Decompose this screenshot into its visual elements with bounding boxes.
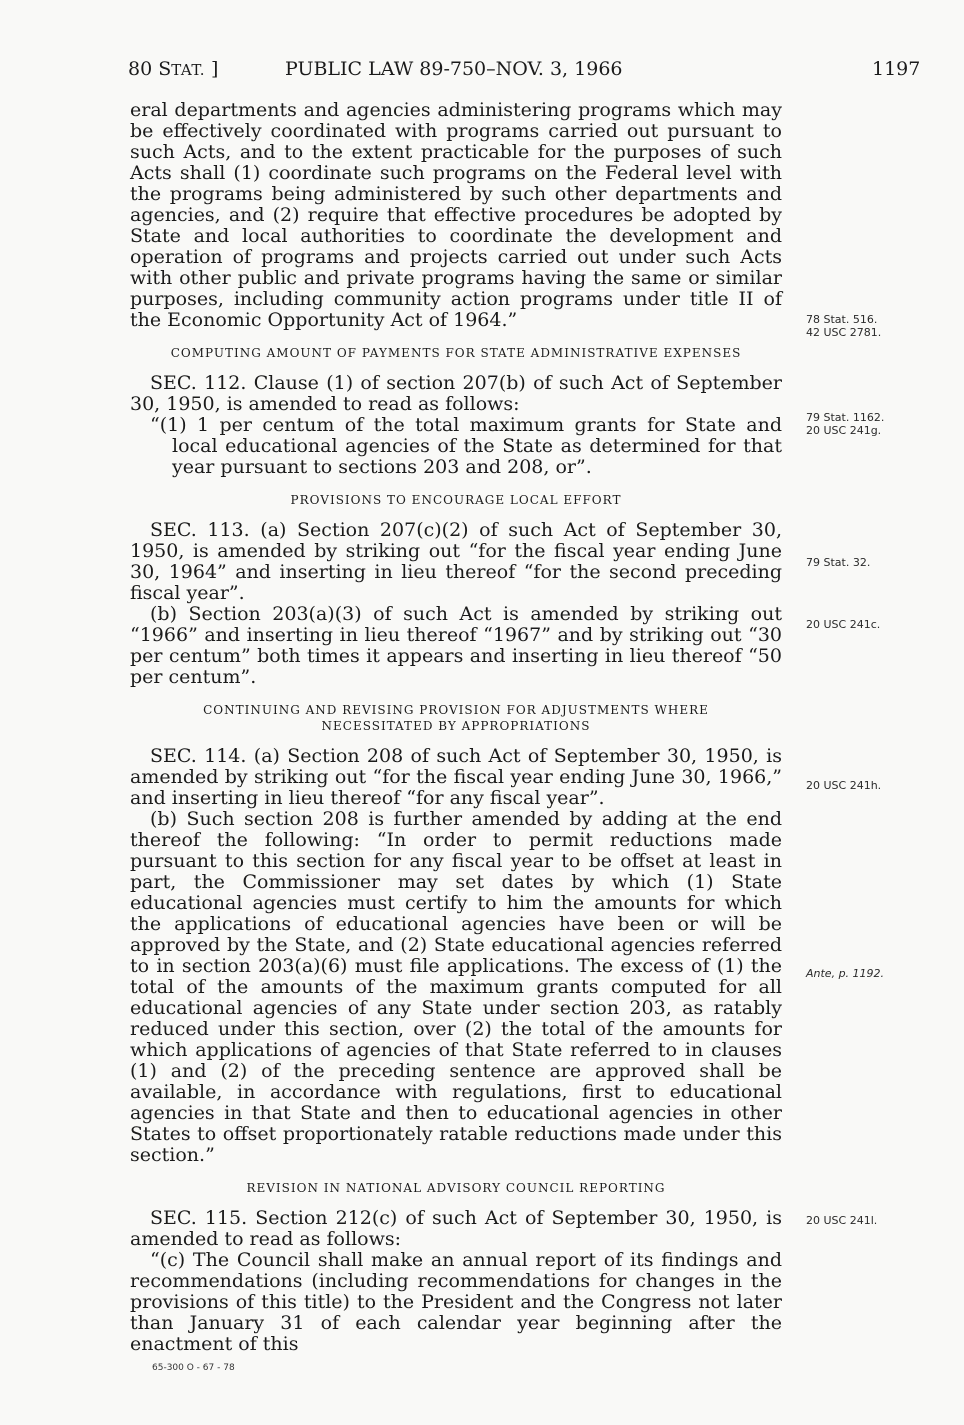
page-number: 1197 — [872, 58, 921, 80]
print-code: 65-300 O - 67 - 78 — [152, 1363, 235, 1373]
section-114-heading — [130, 702, 782, 734]
margin-note-78-stat: 78 Stat. 516. 42 USC 2781. — [806, 313, 882, 339]
margin-note-20-usc-241l: 20 USC 241l. — [806, 1214, 878, 1227]
margin-note-79-stat-1162: 79 Stat. 1162. 20 USC 241g. — [806, 411, 885, 437]
section-115-text: SEC. 115. Section 212(c) of such Act of September 30, 1950, is amended to read as follows: — [130, 1207, 782, 1250]
section-114-heading-line-2: NECESSITATED BY APPROPRIATIONS — [321, 719, 591, 733]
section-112-quote: “(1) 1 per centum of the total maximum grants for State and local educational agencies of the State as determined for that year pursuant to sections 203 and 208, or”. — [150, 414, 782, 478]
margin-note-79-stat-32: 79 Stat. 32. — [806, 556, 871, 569]
section-114b-text: (b) Such section 208 is further amended by adding at the end thereof the following: “In order to permit reductions made pursuant to this section for any fiscal year to be offset at least in part, the Commissioner may set dates by which (1) State educational agencies must certify to him the amounts for which the applications of educational agencies have been or will be approved by the State, and (2) State educational agencies referred to in section 203(a)(6) must file applications. The excess of (1) the total of the amounts of the maximum grants computed for all educational agencies of any State under section 203, as ratably reduced under this section, over (2) the total of the amounts for which applications of agencies of that State referred to in clauses (1) and (2) of the preceding sentence are approved shall be available, in accordance with regulations, first to educational agencies in that State and then to educational agencies in other States to offset proportionately ratable reductions made under this section.” — [130, 808, 782, 1166]
volume-reference: 80 STAT. ] — [128, 58, 219, 80]
law-title: PUBLIC LAW 89-750–NOV. 3, 1966 — [285, 58, 623, 80]
margin-note-20-usc-241c: 20 USC 241c. — [806, 618, 881, 631]
section-115-quote: “(c) The Council shall make an annual report of its findings and recommendations (including recommendations for changes in the provisions of this title) to the President and the Congress not later than January 31 of each calendar year beginning after the enactment of this — [130, 1249, 782, 1355]
section-113a-text: SEC. 113. (a) Section 207(c)(2) of such Act of September 30, 1950, is amended by striking out “for the fiscal year ending June 30, 1964” and inserting in lieu thereof “for the second preceding fiscal year”. — [130, 519, 782, 604]
section-113b-text: (b) Section 203(a)(3) of such Act is amended by striking out “1966” and inserting in lieu thereof “1967” and by striking out “30 per centum” both times it appears and inserting in lieu thereof “50 per centum”. — [130, 603, 782, 688]
section-115-heading: REVISION IN NATIONAL ADVISORY COUNCIL REPORTING — [246, 1181, 666, 1195]
running-header — [0, 58, 964, 86]
section-112-text: SEC. 112. Clause (1) of section 207(b) of such Act of September 30, 1950, is amended to read as follows: — [130, 372, 782, 415]
paragraph-continuation: eral departments and agencies administering programs which may be effectively coordinated with programs carried out pursuant to such Acts, and to the extent practicable for the purposes of such Acts shall (1) coordinate such programs on the Federal level with the programs being administered by such other departments and agencies, and (2) require that effective procedures be adopted by State and local authorities to coordinate the development and operation of programs and projects carried out under such Acts with other public and private programs having the same or similar purposes, including community action programs under title II of the Economic Opportunity Act of 1964.” — [130, 99, 782, 331]
margin-note-20-usc-241h: 20 USC 241h. — [806, 779, 882, 792]
margin-note-ante: Ante, p. 1192. — [806, 967, 885, 980]
section-114a-text: SEC. 114. (a) Section 208 of such Act of September 30, 1950, is amended by striking out “for the fiscal year ending June 30, 1966,” and inserting in lieu thereof “for any fiscal year”. — [130, 745, 782, 809]
section-112-heading: COMPUTING AMOUNT OF PAYMENTS FOR STATE ADMINISTRATIVE EXPENSES — [170, 346, 742, 360]
section-114-heading-line-1: CONTINUING AND REVISING PROVISION FOR ADJUSTMENTS WHERE — [203, 703, 709, 717]
section-113-heading: PROVISIONS TO ENCOURAGE LOCAL EFFORT — [290, 493, 622, 507]
main-text — [130, 100, 782, 1355]
